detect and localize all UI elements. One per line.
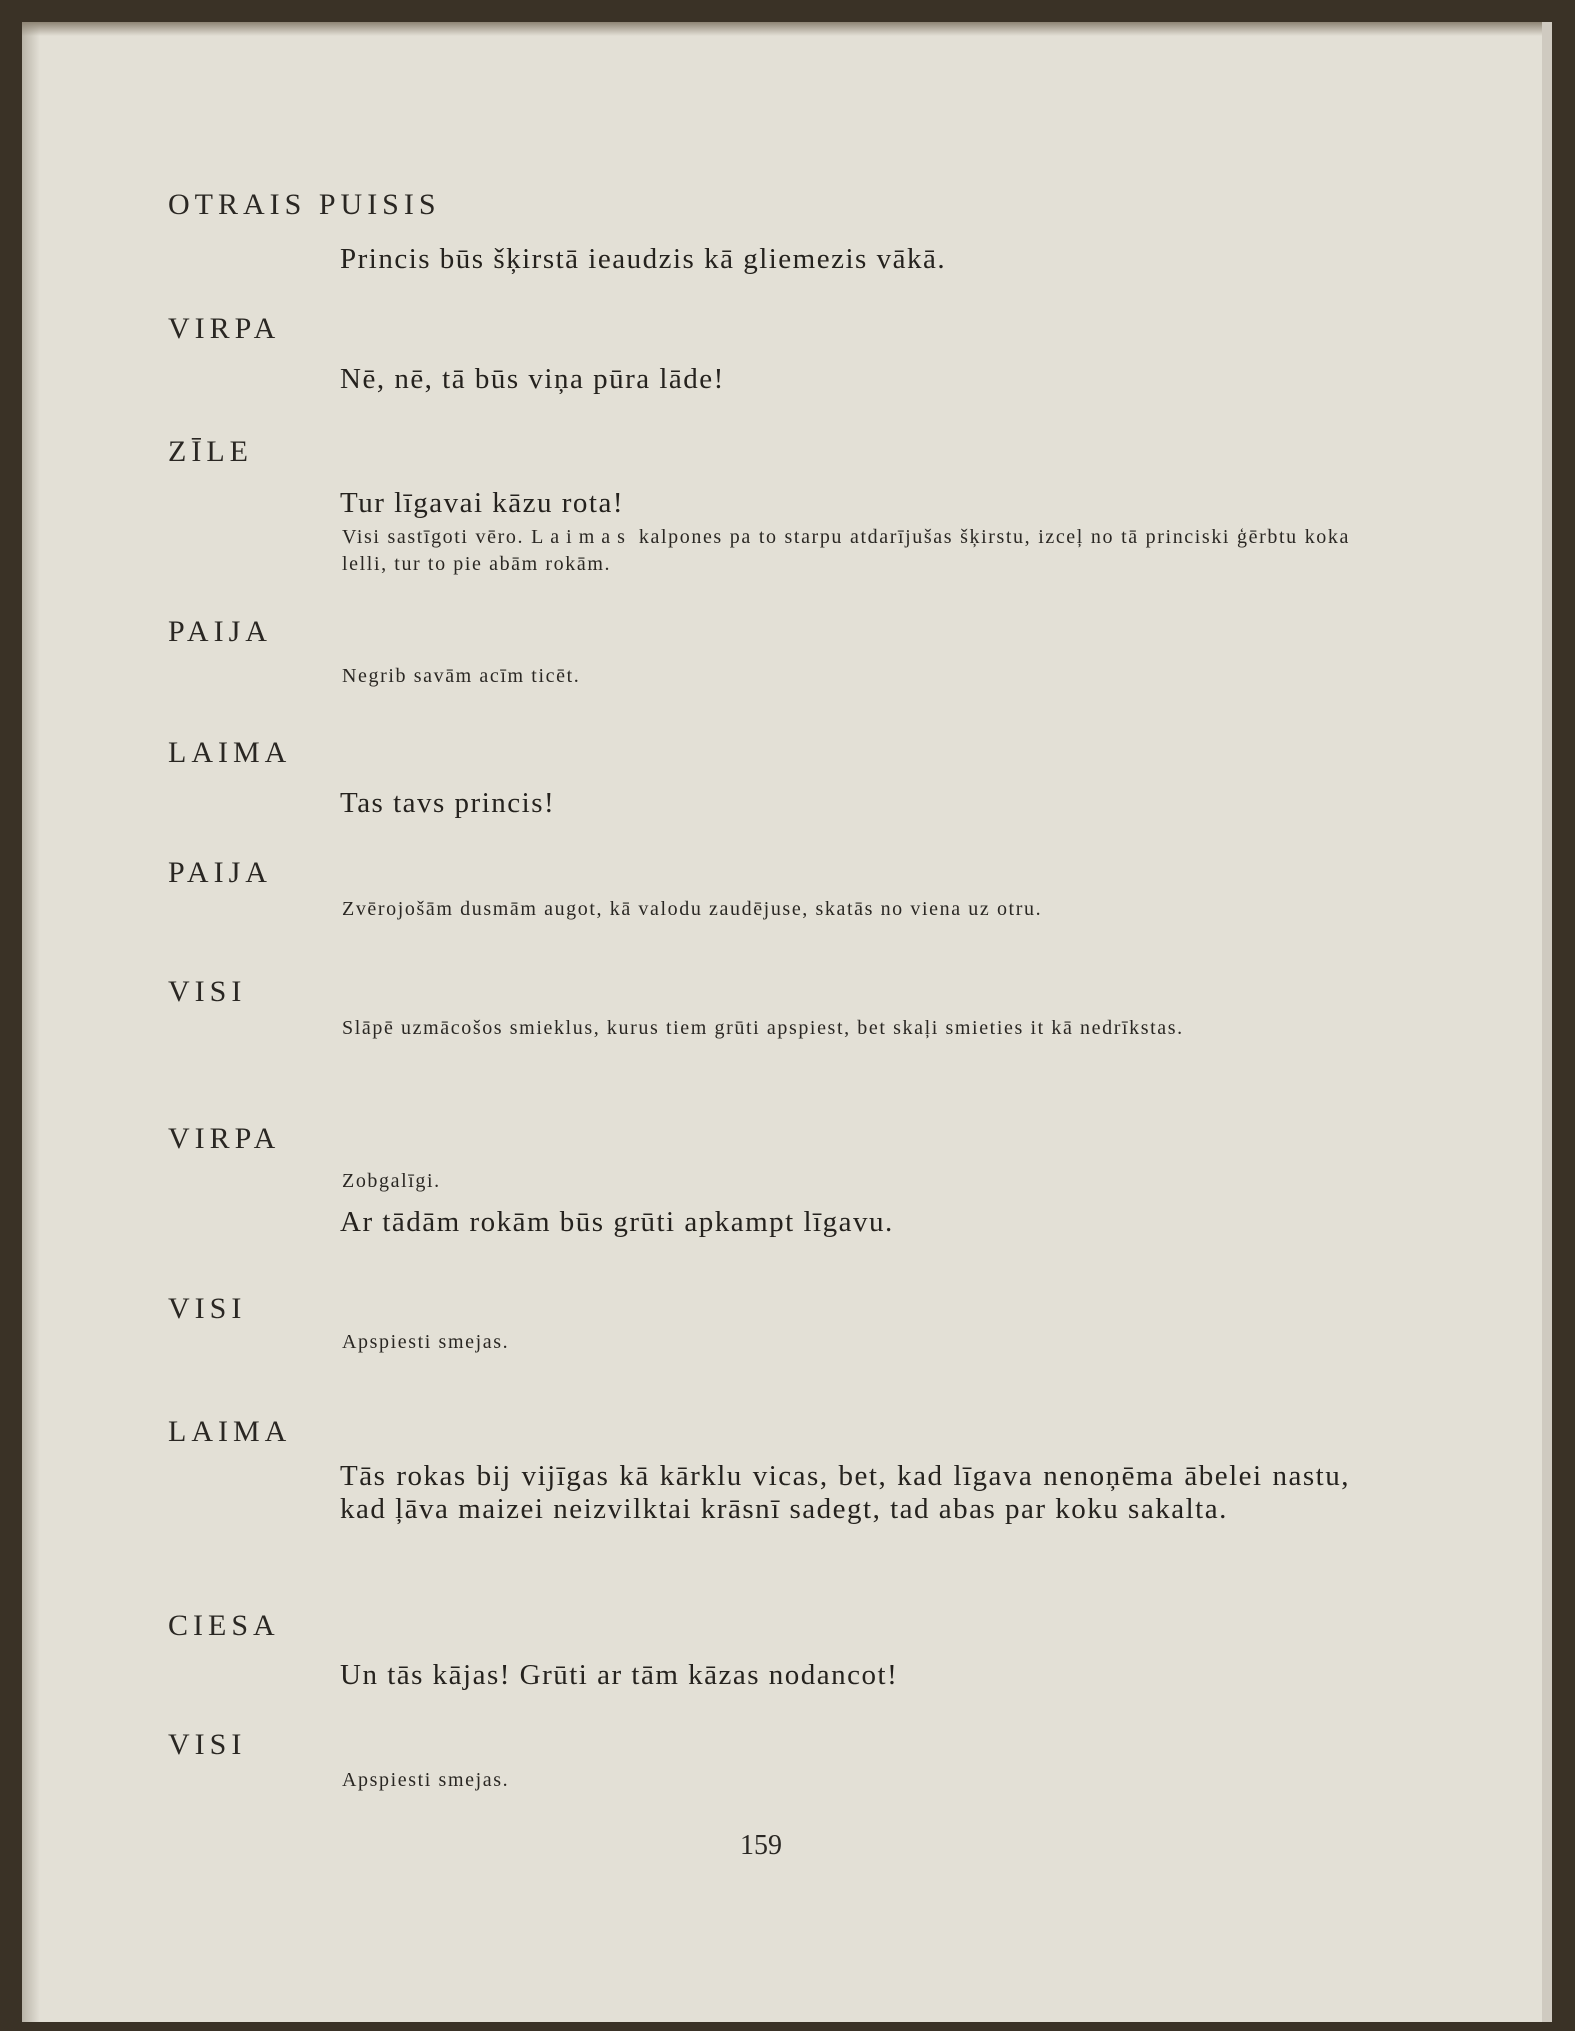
page-top-edge: [22, 22, 1542, 36]
speech-line: Tās rokas bij vijīgas kā kārklu vicas, bet, kad līgava nenoņēma ābelei nastu, kad ļāva maizei neizvilktai krāsnī sadegt, tad abas par koku sakalta.: [340, 1460, 1350, 1525]
speaker-name: ZĪLE: [168, 435, 253, 468]
speaker-name: OTRAIS PUISIS: [168, 188, 441, 221]
stage-direction: Apspiesti smejas.: [342, 1769, 510, 1791]
page-number: 159: [740, 1830, 782, 1861]
speaker-name: VISI: [168, 1292, 247, 1325]
speech-line: Nē, nē, tā būs viņa pūra lāde!: [340, 363, 725, 395]
book-page: [22, 22, 1552, 2022]
stage-direction: Zvērojošām dusmām augot, kā valodu zaudējuse, skatās no viena uz otru.: [342, 898, 1043, 920]
speaker-name: VISI: [168, 975, 247, 1008]
stage-direction-text: kalpones pa to starpu atdarījušas šķirstu, izceļ no tā princiski ģērbtu koka lelli, tur to pie abām rokām.: [342, 526, 1350, 575]
speaker-name: LAIMA: [168, 1415, 292, 1448]
spine-shadow: [22, 22, 40, 2022]
speaker-name: PAIJA: [168, 856, 272, 889]
stage-direction-text: Visi sastīgoti vēro.: [342, 526, 532, 548]
speaker-name: VIRPA: [168, 1122, 281, 1155]
speech-line: Princis būs šķirstā ieaudzis kā gliemezis vākā.: [340, 243, 947, 275]
speaker-name: VISI: [168, 1728, 247, 1761]
stage-direction: [342, 524, 1350, 578]
speech-line: Tas tavs princis!: [340, 787, 556, 819]
character-name-spaced: Laimas: [531, 526, 632, 548]
speaker-name: PAIJA: [168, 615, 272, 648]
stage-direction: Negrib savām acīm ticēt.: [342, 665, 581, 687]
speech-line: Ar tādām rokām būs grūti apkampt līgavu.: [340, 1206, 894, 1238]
stage-direction: Zobgalīgi.: [342, 1170, 441, 1192]
speech-line: Tur līgavai kāzu rota!: [340, 487, 625, 519]
stage-direction: Apspiesti smejas.: [342, 1331, 510, 1353]
speech-line: Un tās kājas! Grūti ar tām kāzas nodancot!: [340, 1659, 899, 1691]
stage-direction: Slāpē uzmācošos smieklus, kurus tiem grūti apspiest, bet skaļi smieties it kā nedrīkstas.: [342, 1017, 1184, 1039]
speaker-name: VIRPA: [168, 312, 281, 345]
speaker-name: LAIMA: [168, 736, 292, 769]
speaker-name: CIESA: [168, 1609, 280, 1642]
